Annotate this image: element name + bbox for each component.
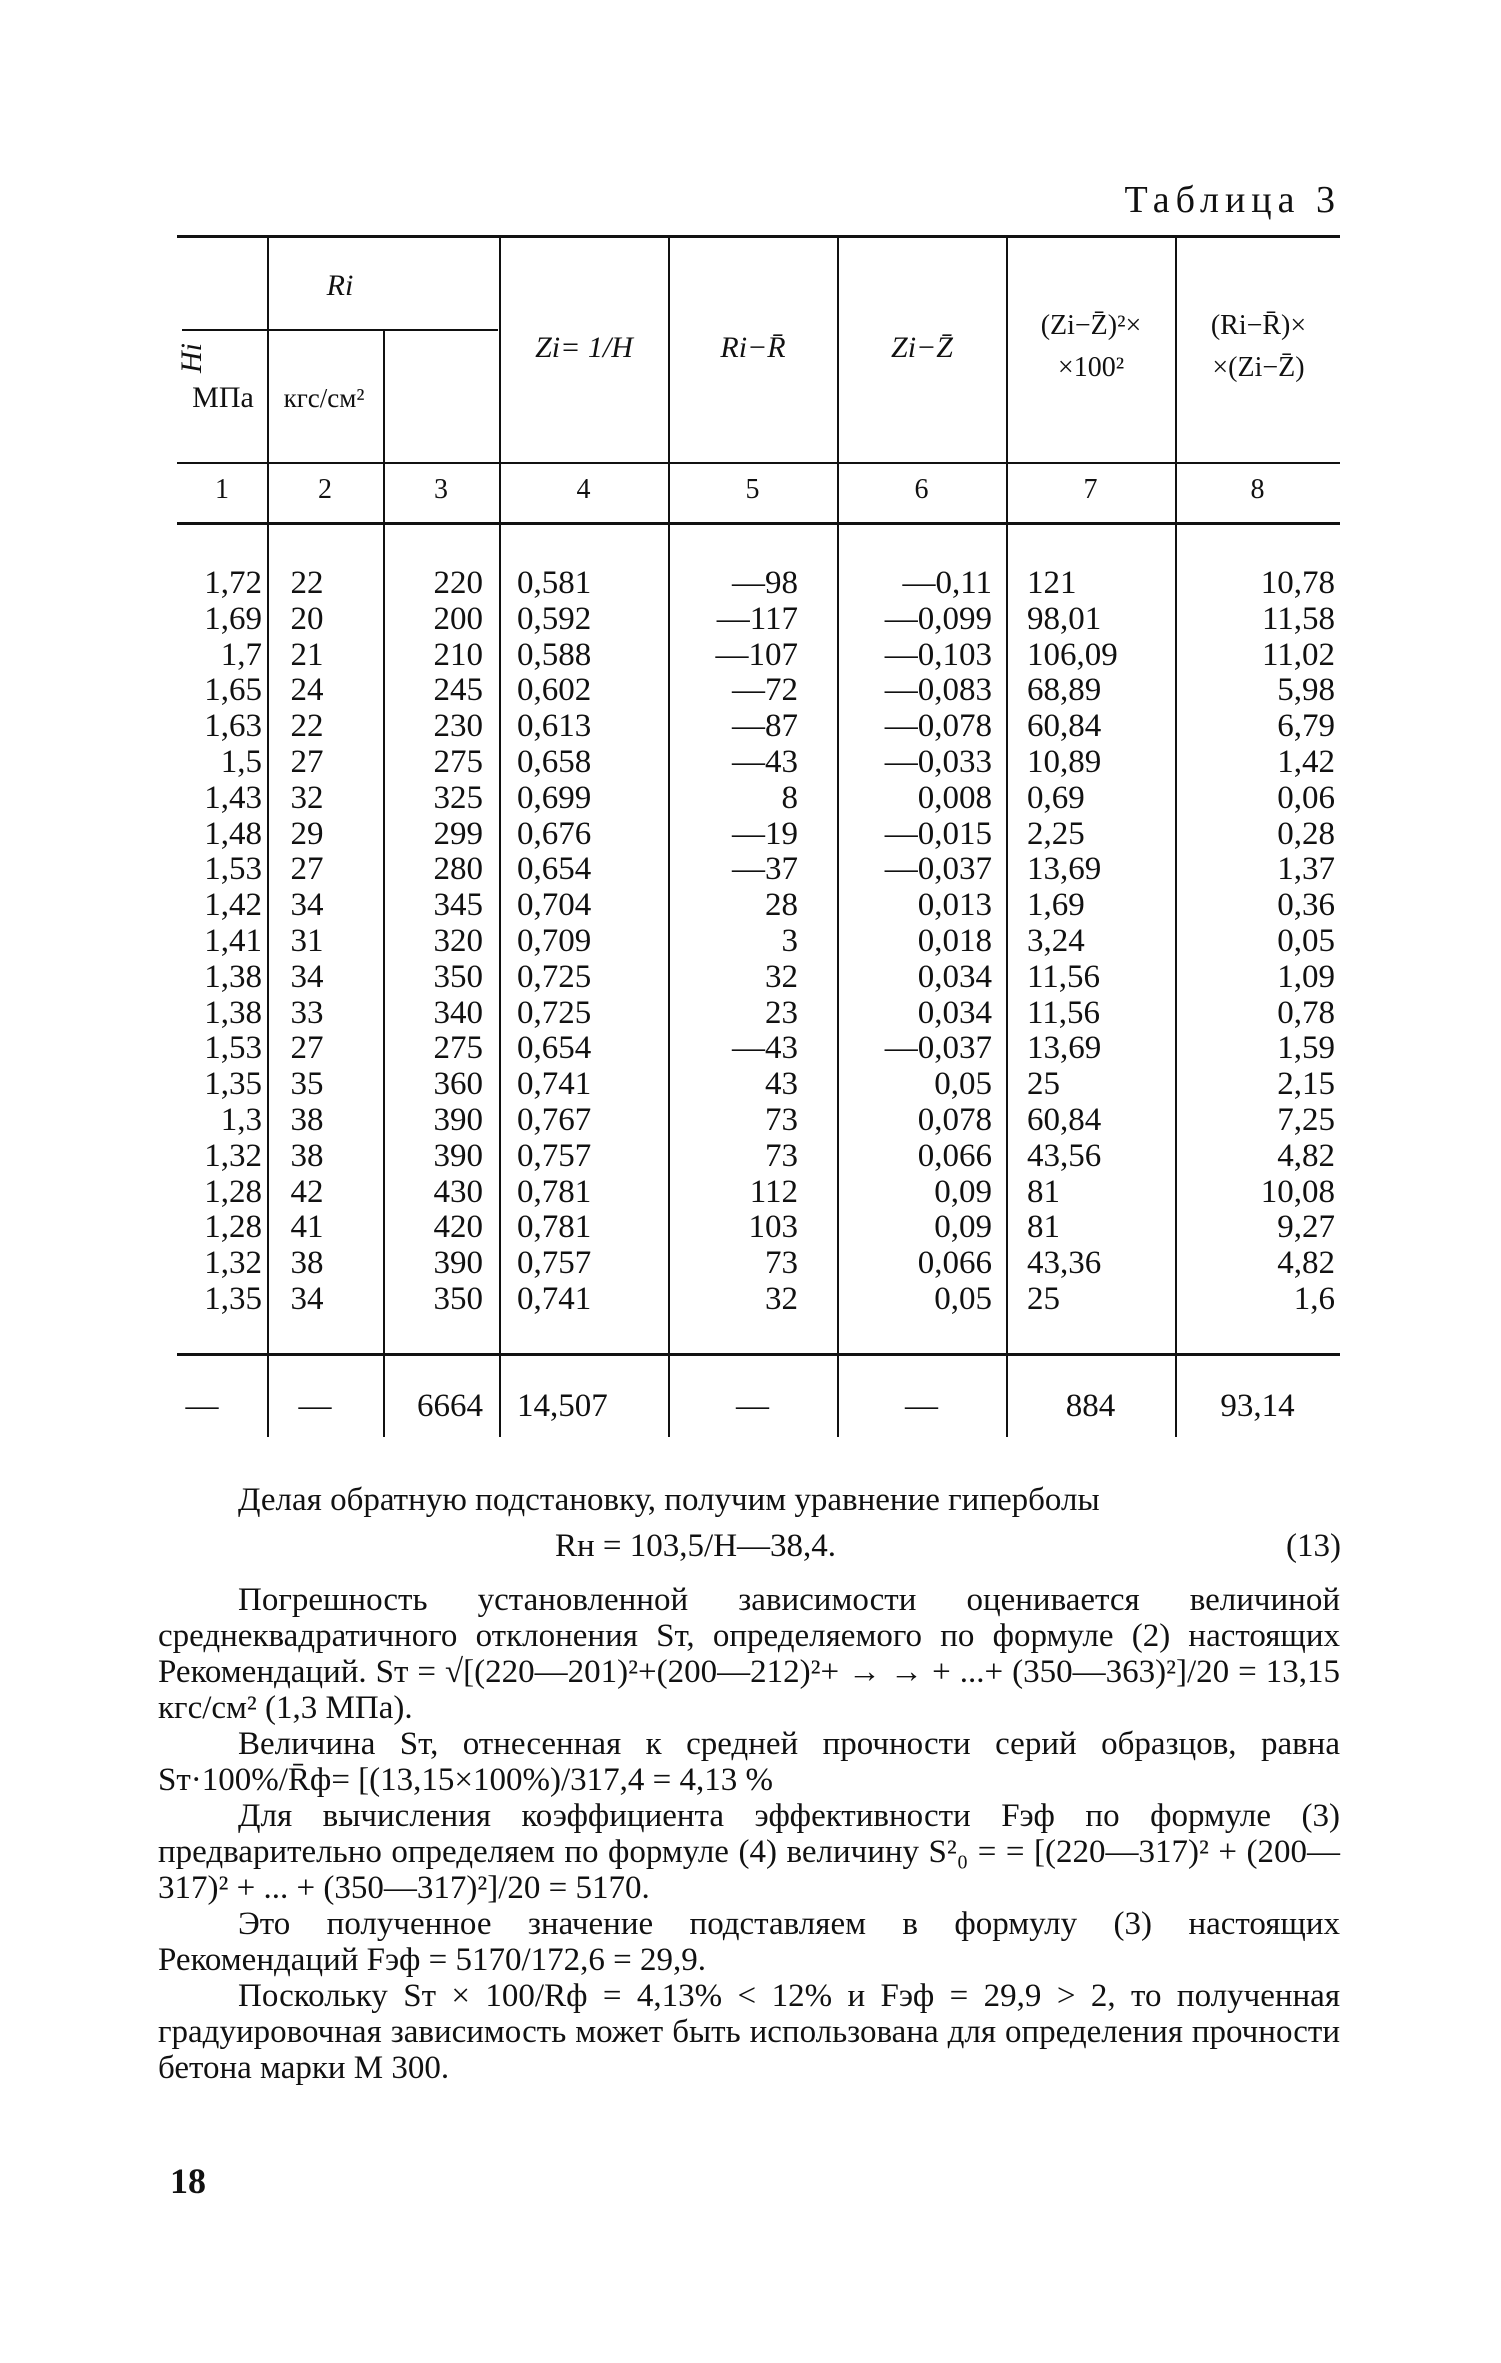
table-cell: 73 <box>765 1245 798 1282</box>
table-cell: 1,32 <box>204 1245 262 1282</box>
table-cell: —117 <box>716 600 798 637</box>
table-cell: 13,69 <box>1027 851 1102 888</box>
table-cell: —0,083 <box>884 672 992 709</box>
table-cell: —0,037 <box>884 851 992 888</box>
table-cell: 0,658 <box>517 743 592 780</box>
table-cell: 325 <box>433 779 483 816</box>
table-cell: 420 <box>433 1209 483 1246</box>
table-cell: 13,69 <box>1027 1030 1102 1067</box>
table-cell: 390 <box>433 1137 483 1174</box>
table-cell: 1,42 <box>204 887 262 924</box>
total-cell: — <box>905 1387 938 1424</box>
table-cell: 11,02 <box>1261 636 1335 673</box>
table-cell: 29 <box>290 815 324 852</box>
table-cell: 43,56 <box>1027 1137 1102 1174</box>
column-number-row <box>177 462 1340 525</box>
table-cell: —0,078 <box>884 708 992 745</box>
table-cell: 1,63 <box>204 708 262 745</box>
header-r-group: Ri <box>326 269 354 302</box>
table-cell: 1,65 <box>204 672 262 709</box>
table-cell: 5,98 <box>1277 672 1335 709</box>
table-cell: 1,28 <box>204 1209 262 1246</box>
table-cell: 0,613 <box>517 708 592 745</box>
table-cell: 23 <box>765 994 798 1031</box>
table-cell: 27 <box>290 743 324 780</box>
col-num: 8 <box>1250 474 1265 505</box>
col-num: 4 <box>576 474 591 505</box>
table-cell: 32 <box>765 1280 798 1317</box>
column-rule <box>1175 237 1177 1437</box>
data-table <box>177 237 1340 1466</box>
table-cell: —19 <box>732 815 798 852</box>
column-rule <box>267 237 269 1437</box>
table-cell: 350 <box>433 1280 483 1317</box>
table-cell: 11,56 <box>1027 958 1101 995</box>
total-cell: 14,507 <box>517 1387 608 1424</box>
table-cell: 0,034 <box>917 958 992 995</box>
table-row <box>177 1138 1340 1174</box>
col-num: 7 <box>1083 474 1098 505</box>
table-caption: Таблица 3 <box>1124 179 1341 221</box>
table-cell: 22 <box>290 708 324 745</box>
header-z: Zi= 1/H <box>535 331 633 364</box>
table-cell: 0,757 <box>517 1137 592 1174</box>
header-z-diff: Zi−Z̄ <box>891 331 953 364</box>
table-cell: 112 <box>749 1173 798 1210</box>
table-cell: 10,78 <box>1260 565 1335 601</box>
table-cell: 0,725 <box>517 994 592 1031</box>
table-cell: 73 <box>765 1137 798 1174</box>
column-rule <box>1006 237 1008 1437</box>
table-cell: 21 <box>290 636 324 673</box>
column-rule <box>383 329 385 1437</box>
table-cell: 0,588 <box>517 636 592 673</box>
table-cell: 0,78 <box>1277 994 1335 1031</box>
table-row <box>177 995 1340 1031</box>
table-cell: 0,013 <box>917 887 992 924</box>
table-cell: 280 <box>433 851 483 888</box>
col-num: 1 <box>215 474 229 505</box>
text-body <box>158 1582 1340 2086</box>
table-cell: 34 <box>290 958 324 995</box>
table-cell: 3,24 <box>1027 922 1085 959</box>
table-row <box>177 601 1340 637</box>
table-cell: 73 <box>765 1101 798 1138</box>
formula-hyperbola: Rн = 103,5/H—38,4. <box>555 1528 837 1564</box>
table-cell: 0,09 <box>934 1173 992 1210</box>
table-cell: 0,008 <box>917 779 992 816</box>
table-cell: —98 <box>732 565 798 601</box>
table-cell: 0,767 <box>517 1101 592 1138</box>
table-cell: —43 <box>732 743 798 780</box>
table-cell: 1,35 <box>204 1066 262 1103</box>
col-num: 2 <box>318 474 332 505</box>
table-cell: 275 <box>433 743 483 780</box>
table-cell: 24 <box>290 672 324 709</box>
header-r-divider <box>182 329 498 331</box>
table-cell: 0,018 <box>917 922 992 959</box>
table-cell: 43 <box>765 1066 798 1103</box>
table-cell: —87 <box>732 708 798 745</box>
table-cell: 0,05 <box>934 1280 992 1317</box>
table-cell: 0,654 <box>517 851 592 888</box>
table-cell: 20 <box>290 600 324 637</box>
table-cell: 10,08 <box>1260 1173 1335 1210</box>
table-cell: 22 <box>290 565 324 601</box>
header-z-sq-line1: (Zi−Z̄)²× <box>1040 310 1142 341</box>
table-cell: 41 <box>290 1209 324 1246</box>
formula-number: (13) <box>1286 1528 1341 1564</box>
table-cell: 0,28 <box>1277 815 1335 852</box>
table-cell: 32 <box>290 779 324 816</box>
table-cell: 1,6 <box>1293 1280 1335 1317</box>
table-cell: 1,43 <box>204 779 262 816</box>
table-cell: 1,53 <box>204 851 262 888</box>
table-cell: 0,757 <box>517 1245 592 1282</box>
table-cell: —0,099 <box>884 600 992 637</box>
table-cell: 1,37 <box>1277 851 1335 888</box>
paragraph-6: Поскольку Sт × 100/Rф = 4,13% < 12% и Fэф = 29,9 > 2, то полученная градуировочная зависимость может быть использована для определения прочности бетона марки М 300. <box>158 1978 1340 2086</box>
table-cell: 25 <box>1027 1066 1060 1103</box>
table-cell: 27 <box>290 851 324 888</box>
table-cell: 245 <box>433 672 483 709</box>
table-cell: 60,84 <box>1027 708 1102 745</box>
table-cell: 0,581 <box>517 565 592 601</box>
paragraph-4: Для вычисления коэффициента эффективности Fэф по формуле (3) предварительно определяем по формуле (4) величину S²₀ = = [(220—317)² + (200—317)² + ... + (350—317)²]/20 = 5170. <box>158 1798 1340 1906</box>
table-cell: 68,89 <box>1027 672 1102 709</box>
col-num: 6 <box>914 474 929 505</box>
table-cell: 27 <box>290 1030 324 1067</box>
table-row <box>177 744 1340 780</box>
table-cell: 81 <box>1027 1209 1060 1246</box>
table-row <box>177 1209 1340 1245</box>
table-cell: 43,36 <box>1027 1245 1102 1282</box>
total-cell: — <box>298 1387 332 1424</box>
table-cell: 1,42 <box>1277 743 1335 780</box>
table-cell: 38 <box>290 1245 324 1282</box>
table-cell: 1,41 <box>204 922 262 959</box>
table-cell: 4,82 <box>1277 1245 1335 1282</box>
table-cell: 1,5 <box>220 743 262 780</box>
table-cell: 200 <box>433 600 483 637</box>
table-cell: —37 <box>732 851 798 888</box>
table-cell: 0,741 <box>517 1280 592 1317</box>
table-cell: 32 <box>765 958 798 995</box>
table-cell: 38 <box>290 1101 324 1138</box>
table-cell: 390 <box>433 1245 483 1282</box>
table-row <box>177 1174 1340 1210</box>
table-cell: 11,58 <box>1261 600 1335 637</box>
table-row <box>177 708 1340 744</box>
table-cell: 1,28 <box>204 1173 262 1210</box>
total-cell: 6664 <box>417 1387 483 1424</box>
table-cell: 320 <box>433 922 483 959</box>
table-cell: 0,676 <box>517 815 592 852</box>
table-cell: 1,38 <box>204 958 262 995</box>
table-cell: 1,32 <box>204 1137 262 1174</box>
table-row <box>177 780 1340 816</box>
paragraph-3: Величина Sт, отнесенная к средней прочности серий образцов, равна Sт·100%/R̄ф= [(13,15×100%)/317,4 = 4,13 % <box>158 1726 1340 1798</box>
table-cell: 1,3 <box>220 1101 262 1138</box>
table-cell: 0,709 <box>517 922 592 959</box>
table-cell: 81 <box>1027 1173 1060 1210</box>
table-body <box>177 525 1340 1356</box>
table-cell: 7,25 <box>1277 1101 1335 1138</box>
table-cell: 0,69 <box>1027 779 1085 816</box>
table-cell: 0,704 <box>517 887 592 924</box>
header-z-sq-line2: ×100² <box>1057 352 1125 383</box>
table-cell: 0,05 <box>1277 922 1335 959</box>
table-row <box>177 1066 1340 1102</box>
table-cell: —43 <box>732 1030 798 1067</box>
table-row <box>177 1281 1340 1317</box>
column-rule <box>668 237 670 1437</box>
table-cell: 28 <box>765 887 798 924</box>
table-cell: 0,066 <box>917 1137 992 1174</box>
col-num: 5 <box>745 474 760 505</box>
table-cell: 220 <box>433 565 483 601</box>
header-prod-line2: ×(Zi−Z̄) <box>1212 352 1305 383</box>
table-cell: 1,53 <box>204 1030 262 1067</box>
total-cell: 884 <box>1065 1387 1116 1424</box>
table-cell: 98,01 <box>1027 600 1102 637</box>
header-kgs: кгс/см² <box>283 383 365 413</box>
table-cell: —0,033 <box>884 743 992 780</box>
table-cell: 1,38 <box>204 994 262 1031</box>
table-cell: 1,59 <box>1277 1030 1335 1067</box>
table-cell: —0,037 <box>884 1030 992 1067</box>
table-cell: 1,72 <box>204 565 262 601</box>
table-cell: 0,09 <box>934 1209 992 1246</box>
table-cell: 121 <box>1027 565 1077 601</box>
table-cell: 275 <box>433 1030 483 1067</box>
table-cell: 2,15 <box>1277 1066 1335 1103</box>
header-mpa: МПа <box>192 381 254 414</box>
table-cell: 0,034 <box>917 994 992 1031</box>
total-cell: 93,14 <box>1220 1387 1295 1424</box>
paragraph-1: Делая обратную подстановку, получим уравнение гиперболы <box>238 1482 1100 1518</box>
header-prod-line1: (Ri−R̄)× <box>1210 310 1307 341</box>
table-row <box>177 851 1340 887</box>
paragraph-intro <box>158 1482 1340 1518</box>
table-cell: 103 <box>748 1209 798 1246</box>
paragraph-2: Погрешность установленной зависимости оценивается величиной среднеквадратичного отклонения Sт, определяемого по формуле (2) настоящих Рекомендаций. Sт = √[(220—201)²+(200—212)²+ → → + ...+ (350—363)²]/20 = 13,15 кгс/см² (1,3 МПа). <box>158 1582 1340 1726</box>
table-cell: 60,84 <box>1027 1101 1102 1138</box>
table-cell: 210 <box>433 636 483 673</box>
total-cell: — <box>185 1387 219 1424</box>
table-cell: 1,69 <box>204 600 262 637</box>
table-cell: 10,89 <box>1027 743 1102 780</box>
table-cell: 0,05 <box>934 1066 992 1103</box>
table-cell: 1,09 <box>1277 958 1335 995</box>
table-cell: 430 <box>433 1173 483 1210</box>
table-cell: 0,781 <box>517 1173 592 1210</box>
table-cell: 9,27 <box>1277 1209 1335 1246</box>
table-cell: 106,09 <box>1027 636 1118 673</box>
table-row <box>177 887 1340 923</box>
header-r-diff: Ri−R̄ <box>720 331 786 364</box>
table-cell: 230 <box>433 708 483 745</box>
table-cell: 8 <box>781 779 798 816</box>
table-row <box>177 1245 1340 1281</box>
table-cell: 0,725 <box>517 958 592 995</box>
table-cell: 1,35 <box>204 1280 262 1317</box>
table-cell: 0,06 <box>1277 779 1335 816</box>
table-cell: 4,82 <box>1277 1137 1335 1174</box>
table-row <box>177 1030 1340 1066</box>
table-cell: 0,602 <box>517 672 592 709</box>
table-cell: 6,79 <box>1277 708 1335 745</box>
table-row <box>177 923 1340 959</box>
table-cell: 1,69 <box>1027 887 1085 924</box>
table-cell: 0,066 <box>917 1245 992 1282</box>
header-h: Hi <box>175 343 208 373</box>
table-cell: —107 <box>715 636 798 673</box>
table-cell: 3 <box>781 922 798 959</box>
table-cell: 34 <box>290 1280 324 1317</box>
table-cell: 0,741 <box>517 1066 592 1103</box>
column-rule <box>837 237 839 1437</box>
table-cell: 11,56 <box>1027 994 1101 1031</box>
table-cell: 35 <box>290 1066 324 1103</box>
column-rule <box>499 237 501 1437</box>
table-cell: 340 <box>433 994 483 1031</box>
table-row <box>177 565 1340 601</box>
table-cell: 360 <box>433 1066 483 1103</box>
table-cell: 1,48 <box>204 815 262 852</box>
paragraph-5: Это полученное значение подставляем в формулу (3) настоящих Рекомендаций Fэф = 5170/172,6 = 29,9. <box>158 1906 1340 1978</box>
table-cell: 0,781 <box>517 1209 592 1246</box>
table-row <box>177 637 1340 673</box>
table-cell: —0,103 <box>884 636 992 673</box>
table-cell: 350 <box>433 958 483 995</box>
table-cell: 25 <box>1027 1280 1060 1317</box>
table-cell: 2,25 <box>1027 815 1085 852</box>
table-cell: 33 <box>290 994 324 1031</box>
table-cell: —0,015 <box>884 815 992 852</box>
col-num: 3 <box>434 474 448 505</box>
table-cell: 0,654 <box>517 1030 592 1067</box>
table-cell: 38 <box>290 1137 324 1174</box>
table-cell: 345 <box>433 887 483 924</box>
table-row <box>177 1102 1340 1138</box>
table-cell: 0,699 <box>517 779 592 816</box>
page-number: 18 <box>170 2161 206 2201</box>
table-cell: 31 <box>290 922 324 959</box>
table-row <box>177 959 1340 995</box>
total-cell: — <box>736 1387 769 1424</box>
table-cell: 390 <box>433 1101 483 1138</box>
table-cell: —72 <box>732 672 798 709</box>
table-row <box>177 672 1340 708</box>
table-cell: 34 <box>290 887 324 924</box>
table-header <box>177 237 1340 462</box>
table-cell: 0,078 <box>917 1101 992 1138</box>
table-row <box>177 816 1340 852</box>
totals-row <box>177 1356 1340 1466</box>
table-cell: —0,11 <box>902 565 992 601</box>
table-cell: 0,592 <box>517 600 592 637</box>
table-cell: 42 <box>290 1173 324 1210</box>
table-cell: 299 <box>433 815 483 852</box>
table-cell: 0,36 <box>1277 887 1335 924</box>
table-cell: 1,7 <box>220 636 262 673</box>
